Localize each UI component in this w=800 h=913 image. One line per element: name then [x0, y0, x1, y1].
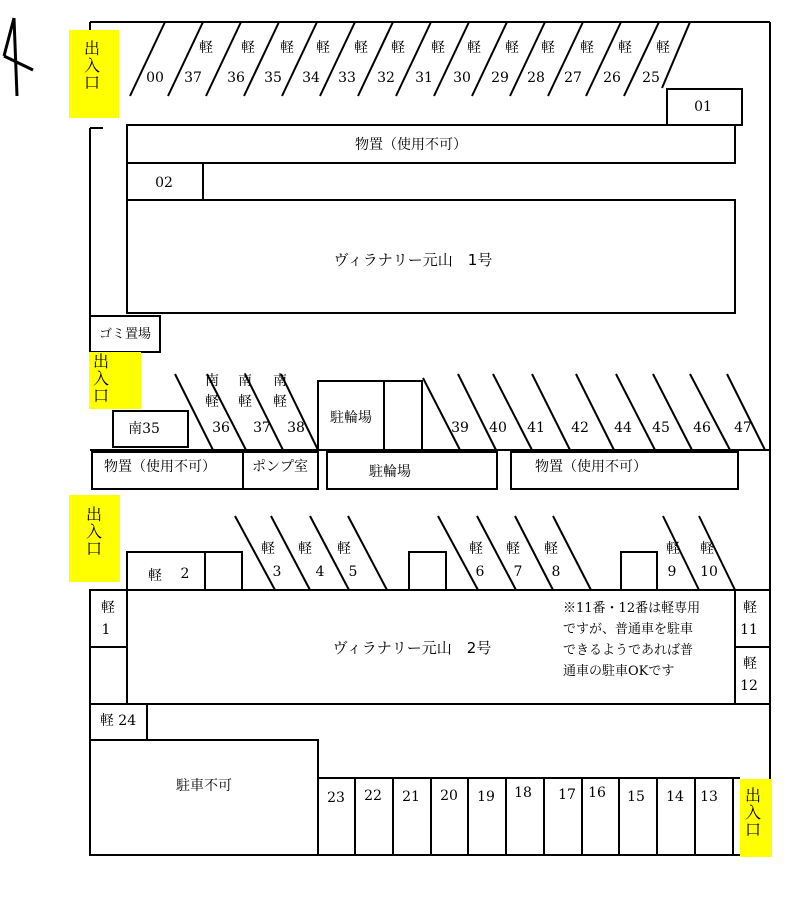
space-minami-37-kei: 軽: [238, 394, 252, 410]
space-top-36-kei: 軽: [241, 40, 255, 56]
space-top-35-num: 35: [264, 70, 282, 86]
space-top-27-kei: 軽: [580, 40, 594, 56]
space-top-37-kei: 軽: [199, 40, 213, 56]
space-minami-38-kei: 軽: [273, 394, 287, 410]
space-top-30-num: 30: [453, 70, 471, 86]
space-top-00-num: 00: [146, 70, 164, 86]
entrance-middle-left-char-2: 入: [92, 369, 110, 388]
space-mid-39-num: 39: [451, 420, 469, 436]
entrance-top-left-char-1: 出: [83, 39, 101, 58]
north-arrow-icon: [4, 18, 33, 96]
pump-room-label: ポンプ室: [252, 459, 308, 475]
bicycle-parking-2-box: [327, 452, 497, 489]
space-bottom-19-num: 19: [477, 789, 495, 805]
space-top-28-num: 28: [527, 70, 545, 86]
space-mid-47-num: 47: [734, 420, 752, 436]
note-line-2: ですが、普通車を駐車: [563, 622, 694, 637]
space-lower-5-num: 5: [348, 564, 358, 580]
space-top-32-num: 32: [377, 70, 395, 86]
garbage-label: ゴミ置場: [98, 327, 152, 342]
space-bottom-15-num: 15: [627, 789, 645, 805]
space-top-29-num: 29: [491, 70, 509, 86]
space-minami-37-num: 37: [253, 420, 271, 436]
note-line-4: 通車の駐車OKです: [563, 664, 675, 679]
space-minami-38-num: 38: [287, 420, 305, 436]
space-top-26-num: 26: [603, 70, 621, 86]
space-11-kei: 軽: [743, 600, 757, 616]
space-minami-36-kei: 軽: [205, 394, 219, 410]
space-top-35-kei: 軽: [280, 40, 294, 56]
space-lower-9-kei: 軽: [666, 541, 680, 557]
entrance-bottom-right-char-3: 口: [744, 820, 762, 839]
bicycle-parking-2-label: 駐輪場: [369, 464, 411, 480]
no-parking-label: 駐車不可: [176, 778, 232, 794]
space-24-label: 軽 24: [99, 713, 137, 729]
space-top-25-kei: 軽: [656, 40, 670, 56]
entrance-lower-left-char-2: 入: [85, 522, 103, 541]
note-line-1: ※11番・12番は軽専用: [563, 601, 701, 616]
space-top-27-num: 27: [564, 70, 582, 86]
space-lower-5-kei: 軽: [337, 541, 351, 557]
space-lower-7-kei: 軽: [506, 541, 520, 557]
space-lower-6-kei: 軽: [469, 541, 483, 557]
entrance-middle-left-char-1: 出: [92, 352, 110, 371]
space-12-num: 12: [740, 678, 758, 694]
space-top-34-kei: 軽: [316, 40, 330, 56]
space-lower-4-num: 4: [315, 564, 325, 580]
space-lower-9-num: 9: [667, 564, 677, 580]
storage-mid-right-label: 物置（使用不可）: [535, 459, 647, 475]
storage-mid-left-label: 物置（使用不可）: [104, 459, 216, 475]
space-bottom-18-num: 18: [514, 785, 532, 801]
space-2-num: 2: [180, 566, 190, 582]
bicycle-parking-1-label: 駐輪場: [330, 410, 372, 426]
space-bottom-22-num: 22: [364, 788, 382, 804]
entrance-middle-left-char-3: 口: [92, 386, 110, 405]
space-lower-3-num: 3: [272, 564, 282, 580]
space-bottom-14-num: 14: [666, 789, 684, 805]
building-2-label: ヴィラナリー元山 2号: [332, 639, 492, 657]
space-top-28-kei: 軽: [541, 40, 555, 56]
space-bottom-21-num: 21: [402, 789, 420, 805]
space-top-34-num: 34: [302, 70, 320, 86]
space-lower-10-num: 10: [700, 564, 718, 580]
space-minami-35-label: 南35: [128, 421, 160, 437]
entrance-lower-left-char-3: 口: [85, 539, 103, 558]
space-mid-41-num: 41: [527, 420, 545, 436]
space-mid-40-num: 40: [489, 420, 507, 436]
building-1-label: ヴィラナリー元山 1号: [333, 251, 493, 269]
space-1-kei: 軽: [101, 600, 115, 616]
space-lower-3-kei: 軽: [261, 541, 275, 557]
space-minami-36-top: 南: [205, 373, 219, 389]
space-mid-45-num: 45: [652, 420, 670, 436]
space-02-label: 02: [155, 175, 173, 191]
space-lower-8-kei: 軽: [544, 541, 558, 557]
space-bottom-16-num: 16: [588, 785, 606, 801]
space-mid-42-num: 42: [571, 420, 589, 436]
space-11-num: 11: [740, 622, 758, 638]
space-top-25-num: 25: [642, 70, 660, 86]
entrance-top-left-char-3: 口: [83, 73, 101, 92]
note-line-3: できるようであれば普: [563, 643, 694, 658]
space-2-box: [127, 552, 205, 590]
space-bottom-23-num: 23: [327, 790, 345, 806]
space-top-30-kei: 軽: [467, 40, 481, 56]
space-lower-10-kei: 軽: [700, 541, 714, 557]
pillar-box-2: [621, 552, 657, 590]
space-bottom-20-num: 20: [440, 788, 458, 804]
space-lower-8-num: 8: [551, 564, 561, 580]
space-top-37-num: 37: [184, 70, 202, 86]
space-bottom-13-num: 13: [700, 789, 718, 805]
space-top-29-kei: 軽: [505, 40, 519, 56]
space-minami-38-top: 南: [273, 373, 287, 389]
space-top-33-num: 33: [338, 70, 356, 86]
space-top-36-num: 36: [227, 70, 245, 86]
space-01-label: 01: [694, 99, 712, 115]
space-top-31-kei: 軽: [431, 40, 445, 56]
space-top-32-kei: 軽: [391, 40, 405, 56]
space-lower-7-num: 7: [513, 564, 523, 580]
space-minami-36-num: 36: [212, 420, 230, 436]
space-top-33-kei: 軽: [354, 40, 368, 56]
space-mid-46-num: 46: [693, 420, 711, 436]
space-minami-37-top: 南: [238, 373, 252, 389]
space-top-26-kei: 軽: [618, 40, 632, 56]
space-bottom-17-num: 17: [558, 787, 576, 803]
space-1-num: 1: [101, 622, 111, 638]
space-mid-44-num: 44: [614, 420, 632, 436]
space-2-kei: 軽: [148, 568, 162, 584]
storage-top-label: 物置（使用不可）: [355, 137, 467, 153]
middle-row-diagonals: [175, 374, 765, 450]
no-parking-box: [90, 740, 318, 855]
entrance-lower-left-char-1: 出: [85, 505, 103, 524]
entrance-bottom-right-char-1: 出: [744, 786, 762, 805]
entrance-bottom-right-char-2: 入: [744, 803, 762, 822]
space-lower-6-num: 6: [475, 564, 485, 580]
pillar-box-1: [409, 552, 446, 590]
entrance-top-left-char-2: 入: [83, 56, 101, 75]
space-top-31-num: 31: [415, 70, 433, 86]
space-lower-4-kei: 軽: [298, 541, 312, 557]
space-12-kei: 軽: [743, 656, 757, 672]
